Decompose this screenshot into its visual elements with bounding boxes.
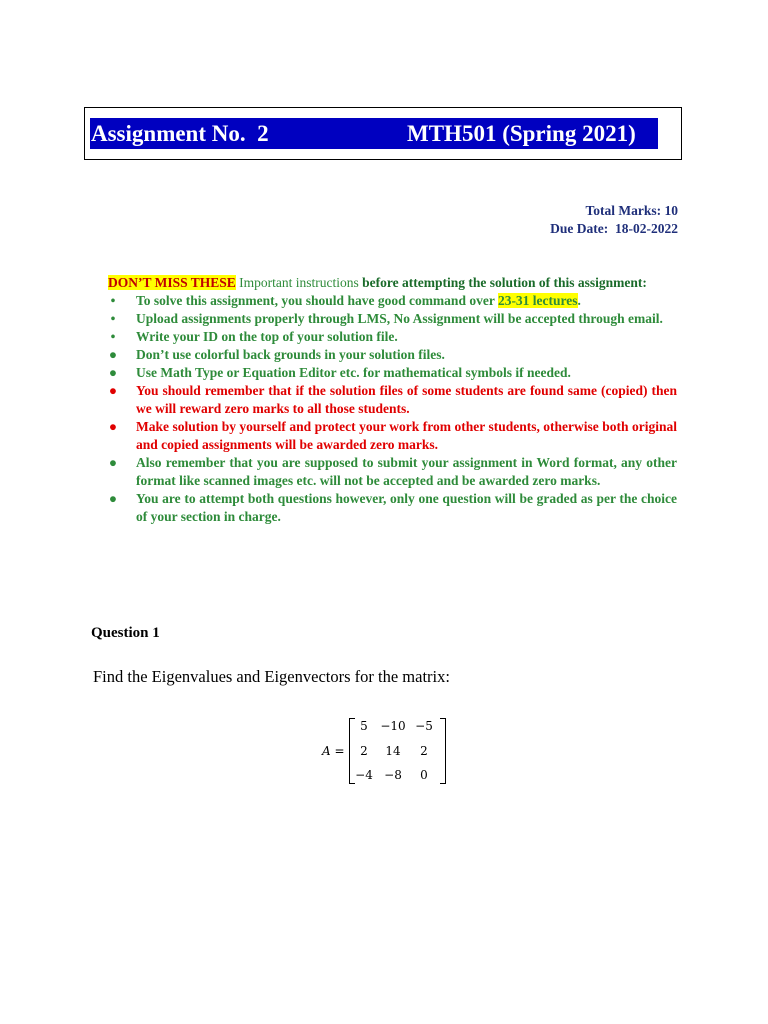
matrix-cell: 0 (420, 768, 428, 782)
question-title: Question 1 (91, 625, 160, 641)
important-label: Important instructions (235, 275, 363, 290)
matrix-cell: −10 (380, 719, 406, 733)
bullet-icon: ● (108, 455, 118, 470)
matrix-cell: 5 (360, 719, 368, 733)
due-date: Due Date: 18-02-2022 (550, 221, 678, 236)
item-text: You should remember that if the solution files of some students are found same (copied) then we will reward zero marks to all those students. (136, 383, 677, 416)
matrix-cell: −4 (355, 768, 373, 782)
matrix-cell: 14 (385, 744, 401, 758)
item-text: Make solution by yourself and protect your work from other students, otherwise both original and copied assignments will be awarded zero marks. (136, 419, 677, 452)
item-text: Don’t use colorful back grounds in your solution files. (136, 347, 445, 362)
course-title: MTH501 (Spring 2021) (407, 121, 636, 146)
instruction-list (108, 292, 677, 526)
list-item (108, 454, 677, 490)
matrix-cell: 2 (420, 744, 428, 758)
matrix-cell: −8 (384, 768, 402, 782)
item-text: You are to attempt both questions however, only one question will be graded as per the choice of your section in charge. (136, 491, 677, 524)
item-text: Upload assignments properly through LMS, No Assignment will be accepted through email. (136, 311, 663, 326)
list-item (108, 490, 677, 526)
bullet-icon: • (110, 293, 116, 308)
matrix-row (352, 768, 438, 782)
instructions-block (108, 274, 677, 526)
item-text: Also remember that you are supposed to submit your assignment in Word format, any other format like scanned images etc. will not be accepted and be awarded zero marks. (136, 455, 677, 488)
matrix-cell: 2 (360, 744, 368, 758)
matrix-row (352, 744, 438, 758)
assignment-number: Assignment No. 2 (91, 121, 269, 146)
matrix-cell: −5 (415, 719, 433, 733)
item-suffix: . (577, 293, 581, 308)
total-marks: Total Marks: 10 (585, 203, 678, 218)
instructions-intro (108, 274, 677, 292)
bullet-icon: ● (108, 491, 118, 506)
title-box (84, 107, 682, 160)
bullet-icon: ● (108, 383, 118, 398)
bullet-icon: • (110, 311, 116, 326)
list-item (108, 364, 677, 382)
item-text: Use Math Type or Equation Editor etc. for mathematical symbols if needed. (136, 365, 571, 380)
title-bar (90, 118, 658, 149)
bullet-icon: • (110, 329, 116, 344)
matrix (322, 716, 452, 786)
item-text: Write your ID on the top of your solution file. (136, 329, 398, 344)
lectures-highlight: 23-31 lectures (497, 293, 578, 308)
matrix-row (352, 719, 438, 733)
bullet-icon: ● (108, 419, 118, 434)
list-item (108, 382, 677, 418)
list-item (108, 328, 677, 346)
item-text: To solve this assignment, you should have good command over (136, 293, 498, 308)
question-text: Find the Eigenvalues and Eigenvectors for the matrix: (93, 667, 450, 686)
dont-miss-label: DON’T MISS THESE (108, 275, 236, 290)
list-item (108, 346, 677, 364)
list-item (108, 418, 677, 454)
before-label: before attempting the solution of this assignment: (362, 275, 647, 290)
list-item (108, 292, 677, 310)
bullet-icon: ● (108, 365, 118, 380)
right-bracket (440, 718, 446, 784)
marks-block (550, 202, 678, 238)
list-item (108, 310, 677, 328)
matrix-label: A = (322, 744, 345, 758)
bullet-icon: ● (108, 347, 118, 362)
